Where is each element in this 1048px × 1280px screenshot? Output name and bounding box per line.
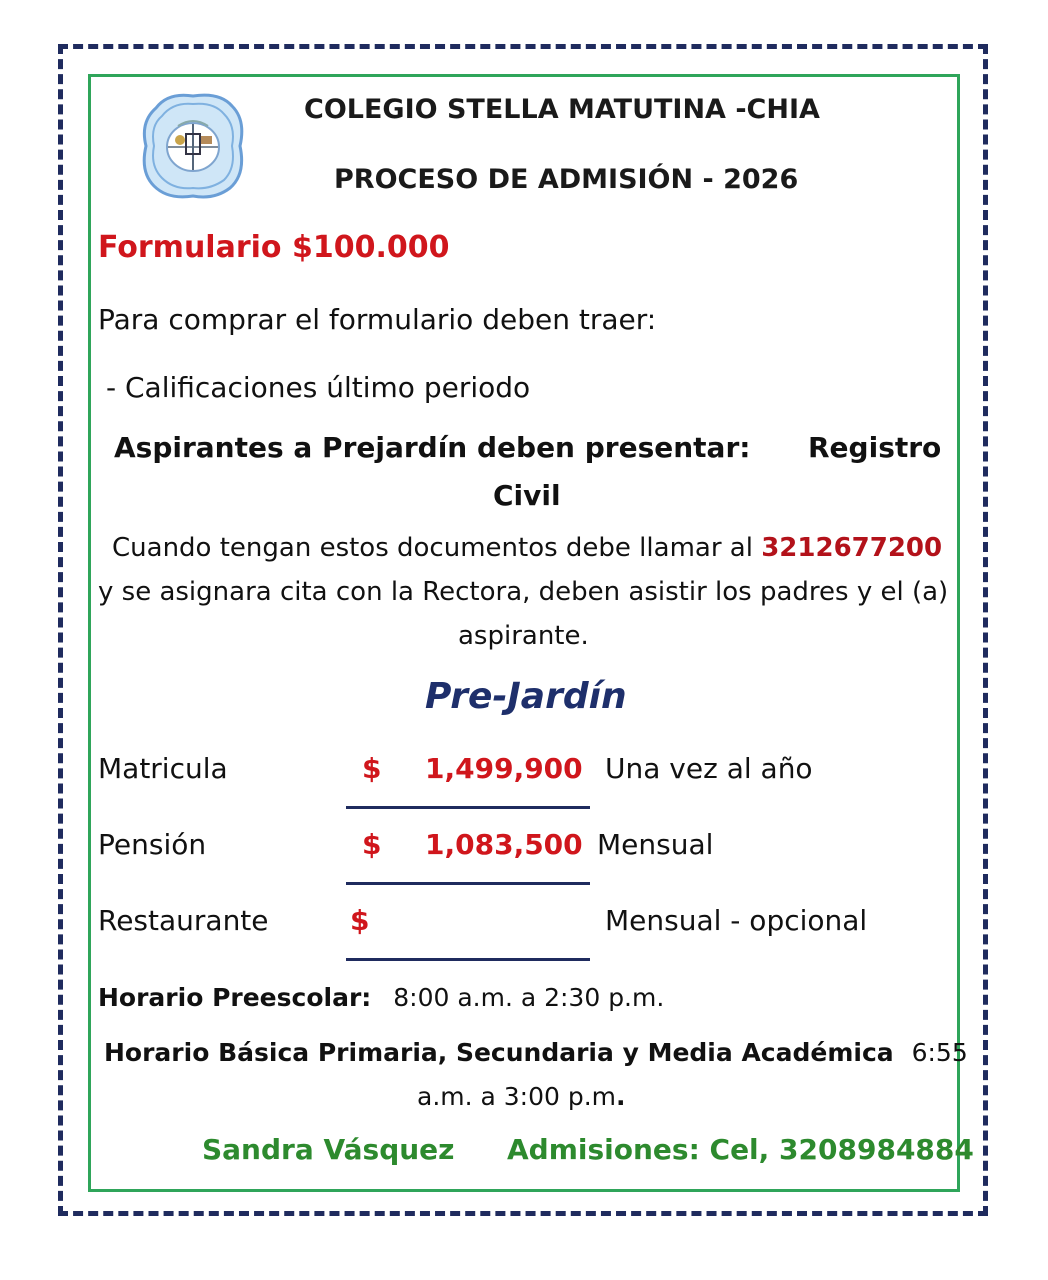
fee-amount-pension: 1,083,500	[425, 828, 583, 861]
schedule-basica-time-dot: .	[616, 1082, 626, 1111]
fee-amount-matricula: 1,499,900	[425, 752, 583, 785]
schedule-basica	[104, 1038, 968, 1067]
admission-process-title: PROCESO DE ADMISIÓN - 2026	[334, 164, 799, 195]
schedule-preescolar-time: 8:00 a.m. a 2:30 p.m.	[393, 983, 665, 1012]
fee-label-matricula: Matricula	[98, 752, 228, 785]
fee-currency-restaurante: $	[350, 904, 370, 937]
fee-label-pension: Pensión	[98, 828, 207, 861]
requirements-intro: Para comprar el formulario deben traer:	[98, 303, 657, 336]
call-instructions-line2: y se asignara cita con la Rectora, deben asistir los padres y el (a)	[98, 577, 949, 607]
schedule-basica-label: Horario Básica Primaria, Secundaria y Media Académica	[104, 1038, 894, 1067]
fee-underline	[346, 806, 590, 809]
fee-label-restaurante: Restaurante	[98, 904, 269, 937]
schedule-basica-time-line2	[417, 1082, 626, 1111]
fee-frequency-pension: Mensual	[597, 828, 714, 861]
call-instructions-text: Cuando tengan estos documentos debe llamar al	[112, 533, 762, 563]
schedule-preescolar-label: Horario Preescolar:	[98, 983, 372, 1012]
fee-frequency-matricula: Una vez al año	[605, 752, 813, 785]
schedule-basica-time-part2: a.m. a 3:00 p.m	[417, 1082, 617, 1111]
fee-frequency-restaurante: Mensual - opcional	[605, 904, 868, 937]
call-instructions-line1	[112, 533, 942, 563]
call-instructions-line3: aspirante.	[458, 621, 589, 651]
prejardin-document-part2: Civil	[493, 479, 561, 512]
fee-currency-pension: $	[362, 828, 382, 861]
fee-currency-matricula: $	[362, 752, 382, 785]
prejardin-document-part1: Registro	[808, 431, 942, 464]
contact-name: Sandra Vásquez	[202, 1133, 455, 1166]
form-price: Formulario $100.000	[98, 230, 450, 265]
requirement-item: - Calificaciones último periodo	[106, 371, 531, 404]
section-title: Pre-Jardín	[425, 676, 627, 717]
contact-info: Admisiones: Cel, 3208984884	[507, 1133, 974, 1166]
prejardin-requirement-label: Aspirantes a Prejardín deben presentar:	[114, 431, 751, 464]
phone-number: 3212677200	[761, 533, 943, 563]
school-logo	[138, 90, 248, 202]
schedule-preescolar	[98, 983, 664, 1012]
schedule-basica-time-part1: 6:55	[911, 1038, 968, 1067]
school-name: COLEGIO STELLA MATUTINA -CHIA	[304, 94, 820, 125]
fee-underline	[346, 882, 590, 885]
fee-underline	[346, 958, 590, 961]
